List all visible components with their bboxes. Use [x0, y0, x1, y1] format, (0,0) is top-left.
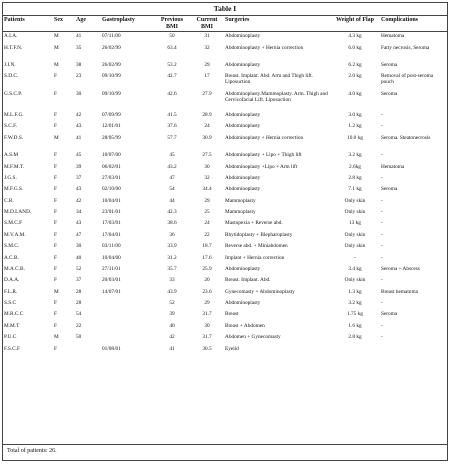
- cell-surgeries: Rhytidoplasty + Blepharoplasty: [225, 231, 293, 238]
- cell-previous-bmi: 54: [169, 186, 175, 193]
- cell-weight-of-flap: Only skin: [344, 209, 366, 216]
- cell-complications: Hematoma: [381, 33, 405, 40]
- cell-complications: [380, 344, 447, 355]
- cell-patient: S.D.C.: [4, 73, 19, 80]
- cell-previous-bmi: 42: [169, 334, 175, 341]
- cell-sex: F: [54, 254, 57, 261]
- cell-previous-bmi: 42.3: [167, 209, 177, 216]
- cell-age: 37: [76, 277, 82, 284]
- table-row: [3, 151, 447, 162]
- table-row: [3, 265, 447, 276]
- cell-age: 54: [76, 311, 82, 318]
- cell-patient: G.S.C.P.: [4, 90, 22, 97]
- cell-gastroplasty: 23/01/01: [102, 209, 121, 216]
- cell-gastroplasty: [101, 322, 154, 333]
- cell-gastroplasty: [101, 299, 154, 310]
- cell-patient: J.I.N.: [4, 61, 16, 68]
- cell-age: 34: [76, 209, 82, 216]
- cell-sex: F: [54, 243, 57, 250]
- cell-gastroplasty: 20/03/01: [102, 277, 121, 284]
- cell-gastroplasty: 10/04/00: [102, 254, 121, 261]
- cell-current-bmi: 32: [204, 174, 210, 181]
- cell-gastroplasty: 14/07/01: [102, 288, 121, 295]
- cell-current-bmi: 28.9: [202, 112, 212, 119]
- cell-current-bmi: 22: [204, 231, 210, 238]
- header-gastroplasty: Gastroplasty: [101, 16, 154, 32]
- cell-gastroplasty: 07/09/99: [102, 112, 121, 119]
- cell-patient: M.R.C.C: [4, 311, 24, 318]
- cell-current-bmi: 31.7: [202, 311, 212, 318]
- cell-weight-of-flap: Only skin: [344, 277, 366, 284]
- cell-previous-bmi: 38.6: [167, 220, 177, 227]
- cell-gastroplasty: 10/07/00: [102, 152, 121, 159]
- cell-complications: Seroma. Steatonecrosis: [381, 134, 431, 141]
- cell-age: 41: [76, 33, 82, 40]
- table-row: [3, 219, 447, 230]
- cell-weight-of-flap: 6.0 kg: [348, 44, 362, 51]
- cell-sex: M: [54, 134, 59, 141]
- cell-surgeries: Breast + Abdomen: [225, 322, 265, 329]
- cell-surgeries: Breast. Implant. Abd.: [225, 277, 271, 284]
- cell-sex: F: [54, 73, 57, 80]
- cell-surgeries: Abdominoplasty: [225, 186, 261, 193]
- cell-weight-of-flap: 2.8 kg: [348, 334, 362, 341]
- cell-previous-bmi: 44: [169, 197, 175, 204]
- cell-previous-bmi: 57.7: [167, 134, 177, 141]
- cell-surgeries: Abdominoplasty +Lipo + Arm lift: [225, 163, 298, 170]
- cell-previous-bmi: 31.2: [167, 254, 177, 261]
- cell-patient: M.D.LAND.: [4, 209, 32, 216]
- cell-current-bmi: 30: [204, 322, 210, 329]
- cell-previous-bmi: 45: [169, 152, 175, 159]
- cell-previous-bmi: 33: [169, 277, 175, 284]
- cell-complications: -: [381, 300, 383, 307]
- cell-gastroplasty: 10/04/01: [102, 197, 121, 204]
- cell-previous-bmi: 42.7: [167, 73, 177, 80]
- cell-sex: M: [54, 44, 59, 51]
- cell-complications: -: [381, 277, 383, 284]
- cell-complications: -: [381, 243, 383, 250]
- cell-previous-bmi: 47: [169, 174, 175, 181]
- header-weight-of-flap: Weight of Flap: [330, 16, 380, 32]
- cell-patient: M.M.T: [4, 322, 20, 329]
- cell-patient: S.M.C.F: [4, 220, 23, 227]
- table-row: [3, 231, 447, 242]
- header-current-bmi: Current BMI: [190, 16, 224, 32]
- cell-age: 43: [76, 220, 82, 227]
- cell-surgeries: Abdominoplasty: [225, 300, 261, 307]
- cell-weight-of-flap: 4.3 kg: [348, 33, 362, 40]
- cell-age: 30: [76, 243, 82, 250]
- cell-complications: -: [381, 254, 383, 261]
- cell-previous-bmi: 43.2: [167, 163, 177, 170]
- cell-current-bmi: 29: [204, 61, 210, 68]
- cell-sex: M: [54, 288, 59, 295]
- table-row: [3, 43, 447, 60]
- cell-sex: F: [54, 186, 57, 193]
- cell-weight-of-flap: 1.75 kg: [347, 311, 363, 318]
- cell-previous-bmi: 50: [169, 33, 175, 40]
- cell-surgeries: Mastopexia + Reverse abd.: [225, 220, 283, 227]
- cell-weight-of-flap: 2.6kg: [349, 163, 361, 170]
- cell-sex: M: [54, 33, 59, 40]
- cell-surgeries: Breast. Implant. Abd. Arm and Thigh lift. Liposuction: [225, 73, 313, 86]
- cell-patient: M.F.M.T.: [4, 163, 25, 170]
- cell-current-bmi: 17: [204, 73, 210, 80]
- cell-current-bmi: 23.6: [202, 288, 212, 295]
- table-row: [3, 185, 447, 196]
- cell-patient: C.R.: [4, 197, 14, 204]
- cell-age: 28: [76, 300, 82, 307]
- cell-gastroplasty: 02/10/00: [102, 186, 121, 193]
- table-row: [3, 253, 447, 264]
- cell-sex: F: [54, 163, 57, 170]
- cell-complications: -: [381, 152, 383, 159]
- cell-sex: F: [54, 277, 57, 284]
- table-row: [3, 344, 447, 355]
- cell-current-bmi: 20: [204, 277, 210, 284]
- cell-previous-bmi: 41.5: [167, 112, 177, 119]
- cell-complications: -: [381, 174, 383, 181]
- cell-age: 30: [76, 90, 82, 97]
- cell-patient: H.T.F.N.: [4, 44, 23, 51]
- cell-weight-of-flap: Only skin: [344, 231, 366, 238]
- cell-weight-of-flap: 2.0 kg: [348, 73, 362, 80]
- cell-complications: -: [381, 220, 383, 227]
- cell-weight-of-flap: 2.8 kg: [348, 174, 362, 181]
- cell-surgeries: Abdominoplasty + Hernia correction: [225, 134, 304, 141]
- cell-complications: Breast hematoma: [381, 288, 418, 295]
- cell-patient: M.A.C.B.: [4, 265, 25, 272]
- cell-patient: S.S.C: [4, 300, 17, 307]
- table-body: [3, 32, 447, 356]
- header-previous-bmi: Previous BMI: [154, 16, 190, 32]
- cell-previous-bmi: 63.4: [167, 44, 177, 51]
- cell-age: 35: [76, 44, 82, 51]
- cell-current-bmi: 30.9: [202, 134, 212, 141]
- cell-patient: M.L.F.G.: [4, 112, 24, 119]
- cell-previous-bmi: 35.7: [167, 265, 177, 272]
- cell-sex: F: [54, 311, 57, 318]
- cell-gastroplasty: 28/05/99: [102, 134, 121, 141]
- cell-complications: Seroma: [381, 311, 398, 318]
- cell-current-bmi: 29: [204, 300, 210, 307]
- cell-sex: M: [54, 61, 59, 68]
- cell-surgeries: Abdominoplasty.Mammoplasty. Arm. Thigh and Cervicofacial Lift. Liposuction: [225, 90, 328, 103]
- cell-complications: Seroma: [381, 90, 398, 97]
- table-row: [3, 32, 447, 44]
- table-row: [3, 208, 447, 219]
- cell-current-bmi: 31: [204, 33, 210, 40]
- cell-patient: A.C.B.: [4, 254, 19, 261]
- cell-patient: F.W.D.S.: [4, 134, 24, 141]
- cell-sex: F: [54, 112, 57, 119]
- cell-weight-of-flap: 3.4 kg: [348, 265, 362, 272]
- cell-gastroplasty: 26/02/99: [102, 44, 121, 51]
- cell-current-bmi: 17.6: [202, 254, 212, 261]
- table-footer: Total of patients: 26.: [3, 444, 447, 460]
- table-row: [3, 333, 447, 344]
- table-row: [3, 72, 447, 89]
- cell-gastroplasty: [101, 333, 154, 344]
- cell-surgeries: Mammoplasty: [225, 197, 256, 204]
- cell-current-bmi: 27.9: [202, 90, 212, 97]
- cell-current-bmi: 27.5: [202, 152, 212, 159]
- cell-sex: F: [54, 265, 57, 272]
- cell-age: 22: [76, 322, 82, 329]
- cell-weight-of-flap: Only skin: [344, 197, 366, 204]
- header-complications: Complications: [380, 16, 447, 32]
- cell-age: 37: [76, 174, 82, 181]
- cell-age: 28: [76, 288, 82, 295]
- cell-complications: -: [381, 197, 383, 204]
- cell-previous-bmi: 41: [169, 345, 175, 352]
- cell-gastroplasty: 09/10/99: [102, 73, 121, 80]
- cell-complications: Hematoma: [381, 163, 405, 170]
- cell-gastroplasty: 27/11/01: [102, 265, 121, 272]
- cell-current-bmi: 34.4: [202, 186, 212, 193]
- cell-complications: -: [381, 112, 383, 119]
- cell-previous-bmi: 53.2: [167, 61, 177, 68]
- header-surgeries: Surgeries: [224, 16, 330, 32]
- cell-weight-of-flap: 3.2 kg: [348, 152, 362, 159]
- cell-age: [75, 344, 101, 355]
- cell-surgeries: Gynecomasty + Abdominoplasty: [225, 288, 295, 295]
- cell-patient: F.L.R.: [4, 288, 18, 295]
- cell-sex: F: [54, 209, 57, 216]
- cell-complications: -: [381, 334, 383, 341]
- cell-weight-of-flap: 6.2 kg: [348, 61, 362, 68]
- cell-weight-of-flap: 13 kg: [349, 220, 361, 227]
- cell-sex: F: [54, 123, 57, 130]
- table-row: [3, 174, 447, 185]
- cell-surgeries: Abdominoplasty: [225, 123, 261, 130]
- cell-surgeries: Abdominoplasty: [225, 61, 261, 68]
- cell-surgeries: Abdominoplasty + Lipo + Thigh lift: [225, 152, 302, 159]
- cell-previous-bmi: 52: [169, 300, 175, 307]
- cell-age: 50: [76, 334, 82, 341]
- cell-surgeries: Abdomen + Gynecomasty: [225, 334, 281, 341]
- cell-previous-bmi: 39: [169, 311, 175, 318]
- cell-gastroplasty: 27/03/01: [102, 174, 121, 181]
- cell-previous-bmi: 36: [169, 231, 175, 238]
- cell-gastroplasty: 17/03/01: [102, 220, 121, 227]
- cell-surgeries: Abdominoplasty: [225, 33, 261, 40]
- cell-sex: F: [54, 231, 57, 238]
- cell-previous-bmi: 37.6: [167, 123, 177, 130]
- cell-complications: Removal of post-seroma pouch: [381, 73, 434, 86]
- cell-patient: J.G.S.: [4, 174, 17, 181]
- table-row: [3, 134, 447, 151]
- table-row: [3, 111, 447, 122]
- cell-current-bmi: 25.9: [202, 265, 212, 272]
- cell-sex: F: [54, 322, 57, 329]
- cell-sex: F: [54, 220, 57, 227]
- cell-weight-of-flap: 3.2 kg: [348, 300, 362, 307]
- cell-complications: -: [381, 123, 383, 130]
- cell-patient: D.A.A.: [4, 277, 20, 284]
- table-row: [3, 276, 447, 287]
- cell-patient: S.M.C.: [4, 243, 20, 250]
- cell-previous-bmi: 40: [169, 322, 175, 329]
- cell-previous-bmi: 43.9: [167, 288, 177, 295]
- cell-weight-of-flap: Only skin: [344, 243, 366, 250]
- cell-current-bmi: 29: [204, 197, 210, 204]
- cell-surgeries: Abdominoplasty + Hernia correction: [225, 44, 304, 51]
- cell-weight-of-flap: 4.0 kg: [348, 90, 362, 97]
- cell-sex: F: [54, 152, 57, 159]
- cell-weight-of-flap: 1.2 kg: [348, 123, 362, 130]
- cell-complications: -: [381, 209, 383, 216]
- cell-patient: P.U.C: [4, 334, 17, 341]
- cell-age: 42: [76, 197, 82, 204]
- cell-patient: S.C.F.: [4, 123, 17, 130]
- cell-sex: M: [54, 334, 59, 341]
- table-title: Table I: [3, 3, 447, 16]
- cell-surgeries: Mammoplasty: [225, 209, 256, 216]
- cell-weight-of-flap: 7.1 kg: [348, 186, 362, 193]
- patients-table: [3, 16, 447, 356]
- cell-patient: M.V.A.M.: [4, 231, 26, 238]
- cell-age: 40: [76, 254, 82, 261]
- table-row: [3, 242, 447, 253]
- cell-surgeries: Implant + Hernia correction: [225, 254, 285, 261]
- cell-gastroplasty: 03/11/00: [102, 243, 121, 250]
- cell-complications: Seroma: [381, 61, 398, 68]
- cell-gastroplasty: 01/08/01: [102, 345, 121, 352]
- cell-surgeries: Abdominoplasty: [225, 174, 261, 181]
- cell-current-bmi: 31.7: [202, 334, 212, 341]
- cell-surgeries: Breast: [225, 311, 239, 318]
- cell-patient: A.I.A.: [4, 33, 18, 40]
- table-row: [3, 322, 447, 333]
- cell-current-bmi: 32: [204, 44, 210, 51]
- table-row: [3, 122, 447, 133]
- cell-sex: F: [54, 174, 57, 181]
- cell-gastroplasty: [101, 310, 154, 321]
- cell-sex: F: [54, 345, 57, 352]
- header-patients: Patients: [3, 16, 53, 32]
- cell-age: 43: [76, 186, 82, 193]
- table-row: [3, 197, 447, 208]
- cell-age: 47: [76, 231, 82, 238]
- cell-complications: Fatty necrosis, Seroma: [381, 44, 430, 51]
- cell-surgeries: Eyelid: [225, 345, 239, 352]
- cell-patient: F.S.C.F: [4, 345, 20, 352]
- cell-age: 23: [76, 73, 82, 80]
- header-sex: Sex: [53, 16, 75, 32]
- cell-weight-of-flap: -: [354, 254, 356, 261]
- cell-age: 41: [76, 134, 82, 141]
- table-row: [3, 310, 447, 321]
- table-row: [3, 299, 447, 310]
- cell-surgeries: Abdominoplasty: [225, 112, 261, 119]
- cell-current-bmi: 24: [204, 220, 210, 227]
- cell-current-bmi: 25: [204, 209, 210, 216]
- cell-complications: -: [381, 231, 383, 238]
- header-age: Age: [75, 16, 101, 32]
- cell-sex: F: [54, 197, 57, 204]
- cell-gastroplasty: 26/02/99: [102, 61, 121, 68]
- cell-complications: Seroma + Abscess: [381, 265, 420, 272]
- cell-patient: M.F.G.S.: [4, 186, 24, 193]
- cell-age: 42: [76, 112, 82, 119]
- cell-age: 39: [76, 163, 82, 170]
- cell-sex: F: [54, 90, 57, 97]
- cell-age: 43: [76, 123, 82, 130]
- table-row: [3, 162, 447, 173]
- cell-current-bmi: 30.5: [202, 345, 212, 352]
- cell-patient: A.S.M: [4, 152, 19, 159]
- cell-gastroplasty: 09/10/99: [102, 90, 121, 97]
- table-row: [3, 288, 447, 299]
- cell-weight-of-flap: 1.3 kg: [348, 288, 362, 295]
- cell-current-bmi: 24: [204, 123, 210, 130]
- cell-weight-of-flap: 3.0 kg: [348, 112, 362, 119]
- cell-previous-bmi: 33.9: [167, 243, 177, 250]
- cell-complications: -: [381, 322, 383, 329]
- cell-surgeries: Reverse abd. + Miniabdomen: [225, 243, 288, 250]
- cell-age: 45: [76, 152, 82, 159]
- cell-age: 52: [76, 265, 82, 272]
- cell-surgeries: Abdominoplasty: [225, 265, 261, 272]
- cell-weight-of-flap: 10.0 kg: [347, 134, 363, 141]
- cell-gastroplasty: 17/04/01: [102, 231, 121, 238]
- cell-sex: F: [54, 300, 57, 307]
- cell-previous-bmi: 42.6: [167, 90, 177, 97]
- table-row: [3, 61, 447, 72]
- cell-gastroplasty: 12/01/01: [102, 123, 121, 130]
- cell-weight-of-flap: 1.6 kg: [348, 322, 362, 329]
- cell-age: 38: [76, 61, 82, 68]
- table-row: [3, 90, 447, 111]
- cell-current-bmi: 18.7: [202, 243, 212, 250]
- table-header-row: [3, 16, 447, 32]
- cell-weight-of-flap: [330, 344, 380, 355]
- cell-gastroplasty: 07/11/00: [102, 33, 121, 40]
- cell-complications: Seroma: [381, 186, 398, 193]
- document-page: [2, 2, 448, 461]
- cell-current-bmi: 30: [204, 163, 210, 170]
- cell-gastroplasty: 06/02/01: [102, 163, 121, 170]
